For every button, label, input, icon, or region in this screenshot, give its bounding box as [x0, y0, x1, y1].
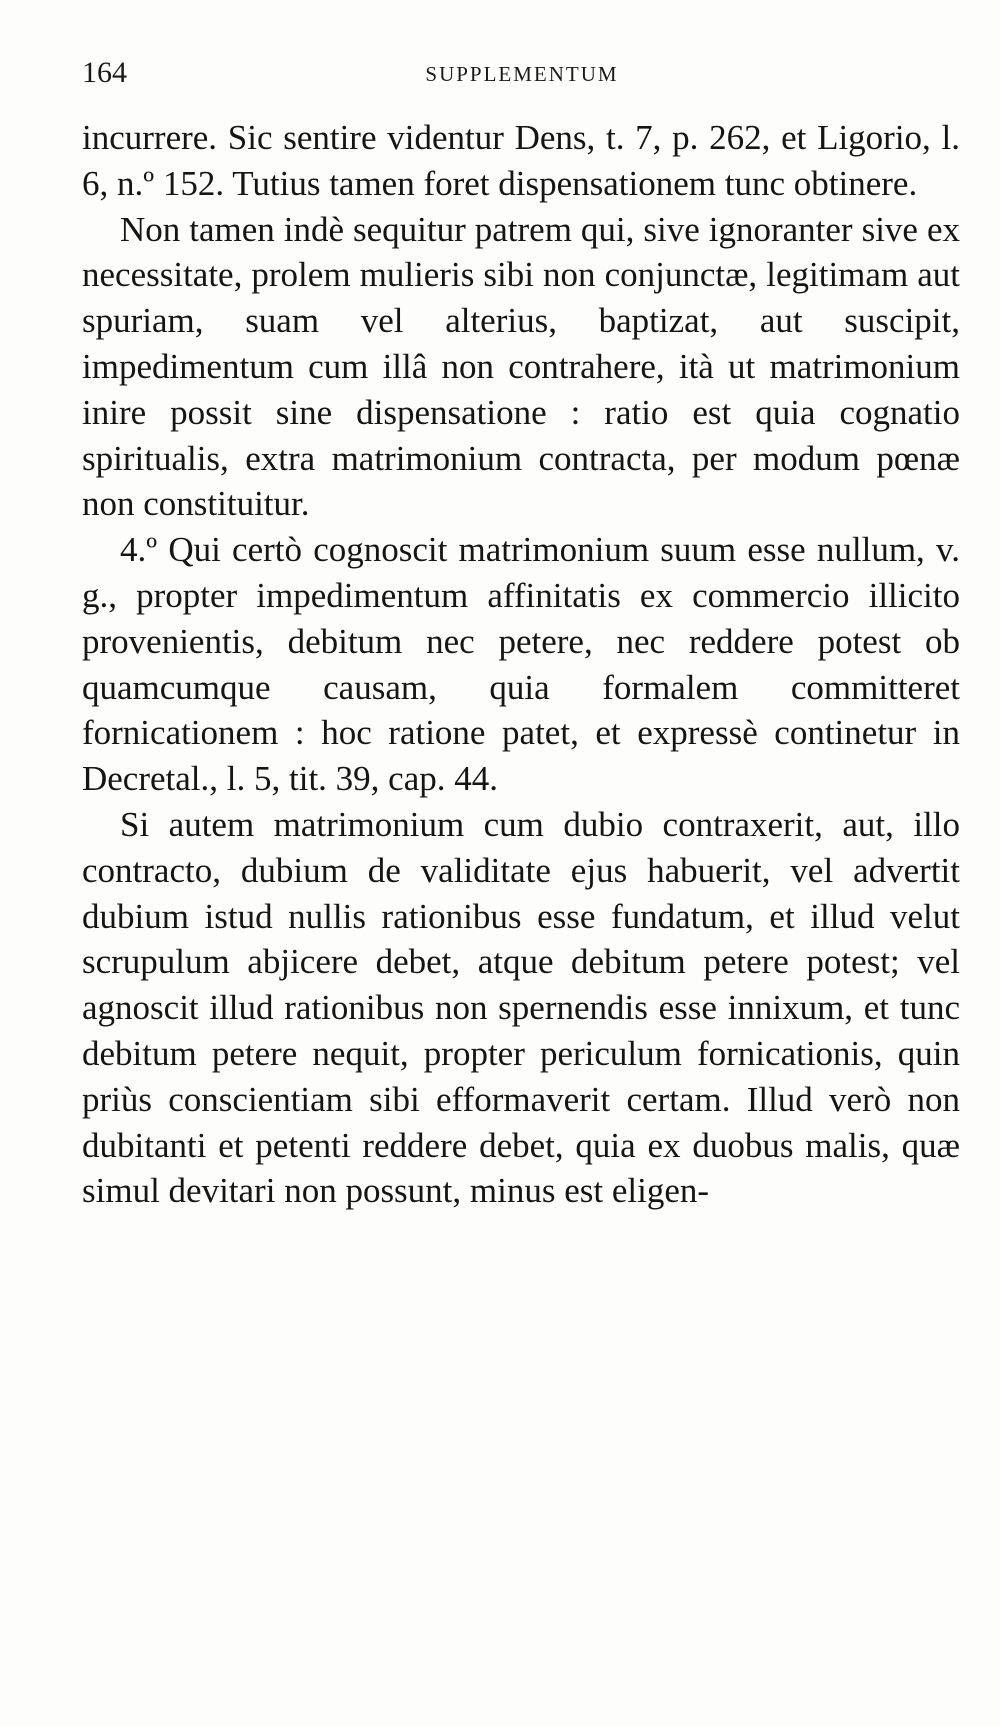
- paragraph-3: 4.º Qui certò cognoscit matrimonium suum esse nullum, v. g., propter impedimentum affinitatis ex commercio illicito provenientis, debitum nec petere, nec reddere potest ob quamcumque causam, quia formalem committeret fornicationem : hoc ratione patet, et expressè continetur in Decretal., l. 5, tit. 39, cap. 44.: [82, 530, 960, 799]
- body-text: [82, 115, 960, 1214]
- page-number: 164: [82, 56, 127, 89]
- paragraph-4: Si autem matrimonium cum dubio contraxerit, aut, illo contracto, dubium de validitate ejus habuerit, vel advertit dubium istud nullis rationibus esse fundatum, et illud velut scrupulum abjicere debet, atque debitum petere potest; vel agnoscit illud rationibus non spernendis esse innixum, et tunc debitum petere nequit, propter periculum fornicationis, quin priùs conscientiam sibi efformaverit certam. Illud verò non dubitanti et petenti reddere debet, quia ex duobus malis, quæ simul devitari non possunt, minus est eligen-: [82, 804, 960, 1211]
- paragraph-1: incurrere. Sic sentire videntur Dens, t. 7, p. 262, et Ligorio, l. 6, n.º 152. Tutius tamen foret dispensationem tunc obtinere.: [82, 118, 960, 203]
- running-head: SUPPLEMENTUM: [425, 62, 619, 86]
- page-header: [82, 56, 962, 96]
- paragraph-2: Non tamen indè sequitur patrem qui, sive ignoranter sive ex necessitate, prolem mulieris sibi non conjunctæ, legitimam aut spuriam, suam vel alterius, baptizat, aut suscipit, impedimentum cum illâ non contrahere, ità ut matrimonium inire possit sine dispensatione : ratio est quia cognatio spiritualis, extra matrimonium contracta, per modum pœnæ non constituitur.: [82, 209, 960, 524]
